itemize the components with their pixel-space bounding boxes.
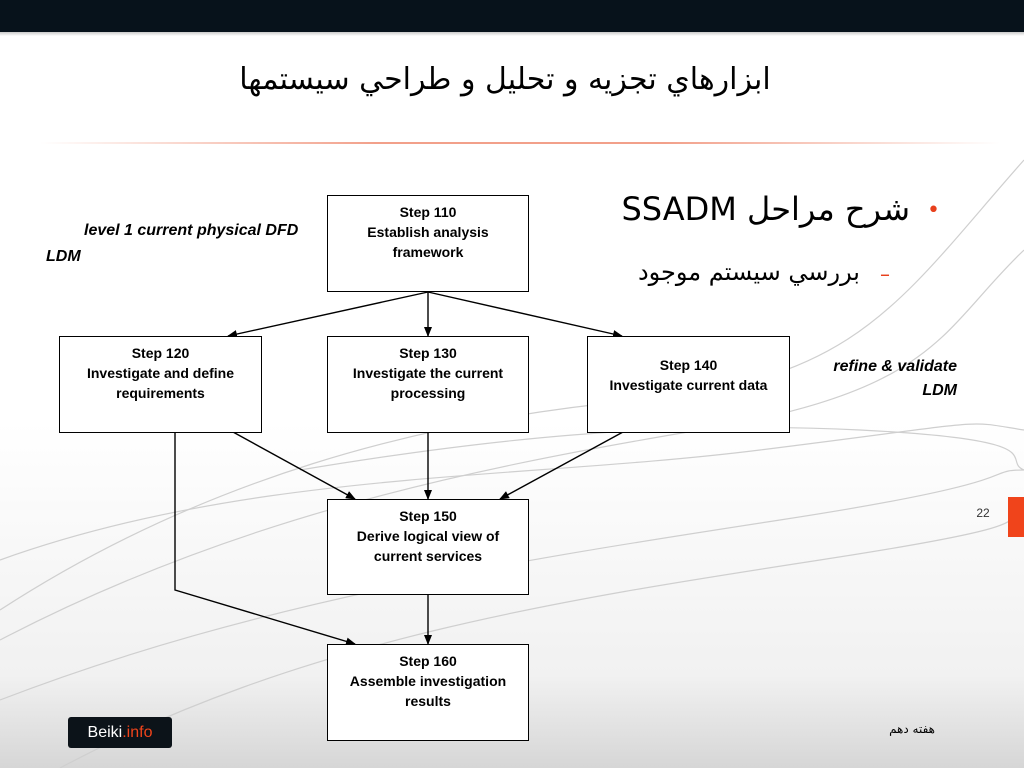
step-140-number: Step 140 <box>659 357 718 373</box>
footer-text: هفته دهم <box>889 722 935 736</box>
arrow-110-to-120 <box>228 292 428 336</box>
sub-bullet-marker: – <box>880 262 890 286</box>
slide-title: ابزارهاي تجزيه و تحليل و طراحي سيستمها <box>239 62 771 97</box>
step-110-line1: Establish analysis <box>367 224 489 240</box>
step-120-box <box>59 336 262 433</box>
page-number: 22 <box>976 506 990 520</box>
accent-tab <box>1008 497 1024 537</box>
arrow-110-to-140 <box>428 292 622 336</box>
step-150-box <box>327 499 529 595</box>
step-150-line2: current services <box>373 548 483 564</box>
note-right-line1: refine & validate <box>833 358 957 375</box>
step-160-box <box>327 644 529 741</box>
bullet-marker: • <box>927 198 940 223</box>
arrow-140-to-150 <box>500 432 623 499</box>
bullet-text: شرح مراحل SSADM <box>621 190 910 228</box>
step-160-line1: Assemble investigation <box>349 673 507 689</box>
step-140-box <box>587 336 790 433</box>
step-130-box <box>327 336 529 433</box>
step-150-number: Step 150 <box>399 508 457 524</box>
beiki-logo <box>68 717 172 748</box>
step-120-line2: requirements <box>116 385 205 401</box>
step-130-number: Step 130 <box>399 345 457 361</box>
step-150-line1: Derive logical view of <box>356 528 500 544</box>
note-left-line2: LDM <box>46 248 81 265</box>
step-130-line1: Investigate the current <box>352 365 504 381</box>
logo-name: Beiki <box>87 724 123 741</box>
logo-extension: .info <box>122 724 153 741</box>
sub-bullet-text: بررسي سيستم موجود <box>637 258 860 286</box>
step-110-box <box>327 195 529 292</box>
note-left-line1: level 1 current physical DFD <box>84 222 299 239</box>
step-110-number: Step 110 <box>399 204 457 220</box>
step-160-line2: results <box>405 693 451 709</box>
step-120-line1: Investigate and define <box>86 365 235 381</box>
arrow-120-to-150 <box>233 432 355 499</box>
step-160-number: Step 160 <box>399 653 457 669</box>
step-120-number: Step 120 <box>131 345 190 361</box>
step-110-line2: framework <box>392 244 464 260</box>
note-right-line2: LDM <box>922 382 957 399</box>
step-140-line1: Investigate current data <box>609 377 768 393</box>
step-130-line2: processing <box>390 385 466 401</box>
